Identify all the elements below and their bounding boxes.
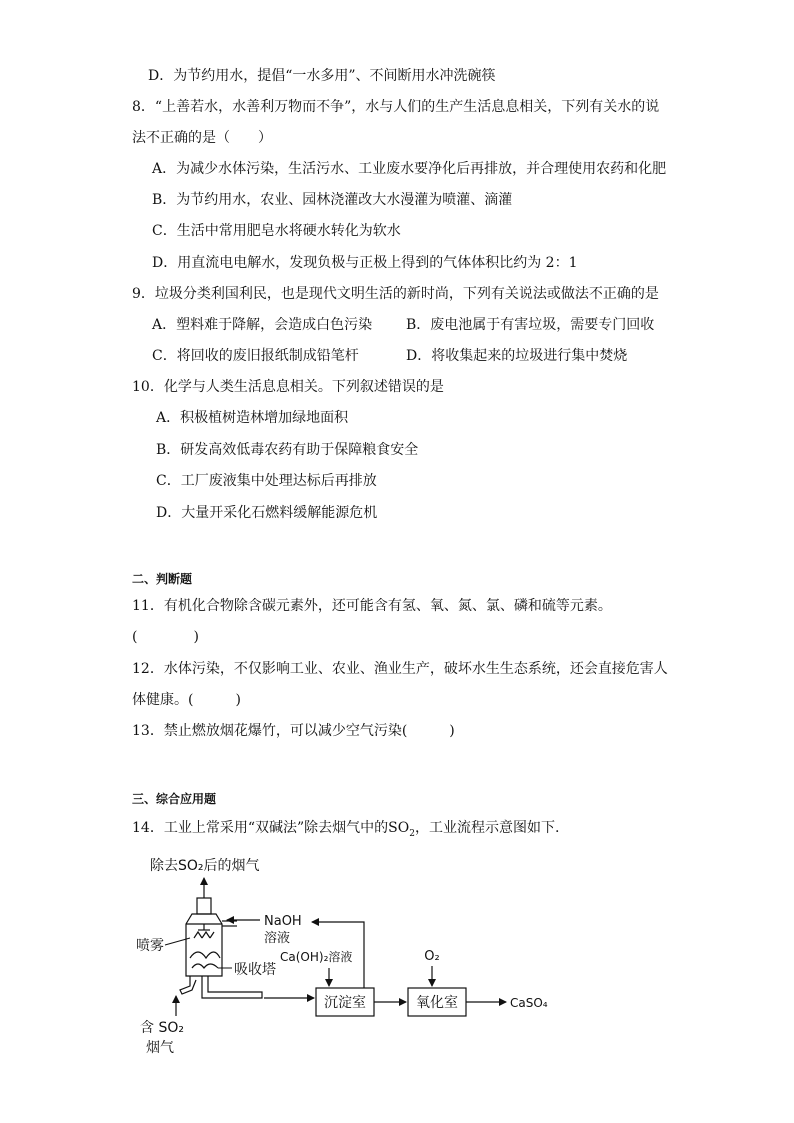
diagram-label-settling-chamber: 沉淀室	[324, 995, 366, 1011]
q11-answer-blank: ( )	[132, 629, 199, 645]
q13-stem: 13．禁止燃放烟花爆竹，可以减少空气污染( )	[132, 723, 455, 739]
section-title-judgement: 二、判断题	[132, 572, 193, 586]
q8-option-c: C．生活中常用肥皂水将硬水转化为软水	[152, 223, 401, 239]
q8-option-b: B．为节约用水，农业、园林浇灌改大水漫灌为喷灌、滴灌	[152, 192, 513, 208]
q9-option-a: A．塑料难于降解，会造成白色污染	[152, 317, 373, 333]
diagram-label-o2: O₂	[424, 949, 440, 964]
so2-formula-subscript: 2	[409, 828, 415, 839]
q8-option-a: A．为减少水体污染，生活污水、工业废水要净化后再排放，并合理使用农药和化肥	[152, 161, 667, 177]
q10-option-d: D．大量开采化石燃料缓解能源危机	[156, 505, 378, 521]
diagram-label-tower: 吸收塔	[234, 962, 276, 978]
q10-option-b: B．研发高效低毒农药有助于保障粮食安全	[156, 442, 419, 458]
q12-stem-line2: 体健康。( )	[132, 692, 241, 708]
q10-option-c: C．工厂废液集中处理达标后再排放	[156, 473, 377, 489]
q9-option-d: D．将收集起来的垃圾进行集中焚烧	[406, 348, 628, 364]
diagram-label-inlet-line2: 烟气	[146, 1040, 174, 1056]
q9-stem: 9．垃圾分类利国利民，也是现代文明生活的新时尚，下列有关说法或做法不正确的是	[132, 286, 659, 302]
diagram-label-spray: 喷雾	[136, 938, 164, 954]
process-flow-diagram	[132, 848, 572, 1063]
q7-option-d: D．为节约用水，提倡“一水多用”、不间断用水冲洗碗筷	[148, 68, 496, 84]
diagram-label-inlet-line1: 含 SO₂	[140, 1020, 184, 1036]
diagram-label-caoh2-solution: Ca(OH)₂溶液	[280, 950, 353, 964]
so2-formula	[388, 820, 415, 839]
q11-stem: 11．有机化合物除含碳元素外，还可能含有氢、氧、氮、氯、磷和硫等元素。	[132, 598, 612, 614]
q9-option-c: C．将回收的废旧报纸制成铅笔杆	[152, 348, 359, 364]
diagram-label-clean-gas: 除去SO₂后的烟气	[150, 858, 260, 874]
q10-option-a: A．积极植树造林增加绿地面积	[156, 410, 349, 426]
diagram-label-naoh: NaOH	[264, 914, 302, 929]
absorption-tower	[180, 898, 262, 998]
diagram-label-product: CaSO₄	[510, 996, 548, 1010]
q12-stem-line1: 12．水体污染，不仅影响工业、农业、渔业生产，破坏水生生态系统，还会直接危害人	[132, 661, 668, 677]
q14-stem	[132, 818, 559, 844]
diagram-label-naoh-solution: 溶液	[264, 931, 291, 946]
q8-stem-line1: 8．“上善若水，水善利万物而不争”，水与人们的生产生活息息相关，下列有关水的说	[132, 99, 660, 115]
diagram-label-oxidation-chamber: 氧化室	[416, 995, 458, 1011]
q8-stem-line2: 法不正确的是（ ）	[132, 130, 272, 146]
q14-stem-suffix: ，工业流程示意图如下.	[414, 820, 560, 836]
section-title-application: 三、综合应用题	[132, 792, 217, 806]
q9-option-b: B．废电池属于有害垃圾，需要专门回收	[406, 317, 655, 333]
q14-stem-prefix: 14．工业上常采用“双碱法”除去烟气中的	[132, 820, 389, 836]
so2-formula-base: SO	[388, 820, 410, 836]
q8-option-d: D．用直流电电解水，发现负极与正极上得到的气体体积比约为 2：1	[152, 255, 578, 271]
q10-stem: 10．化学与人类生活息息相关。下列叙述错误的是	[132, 379, 444, 395]
